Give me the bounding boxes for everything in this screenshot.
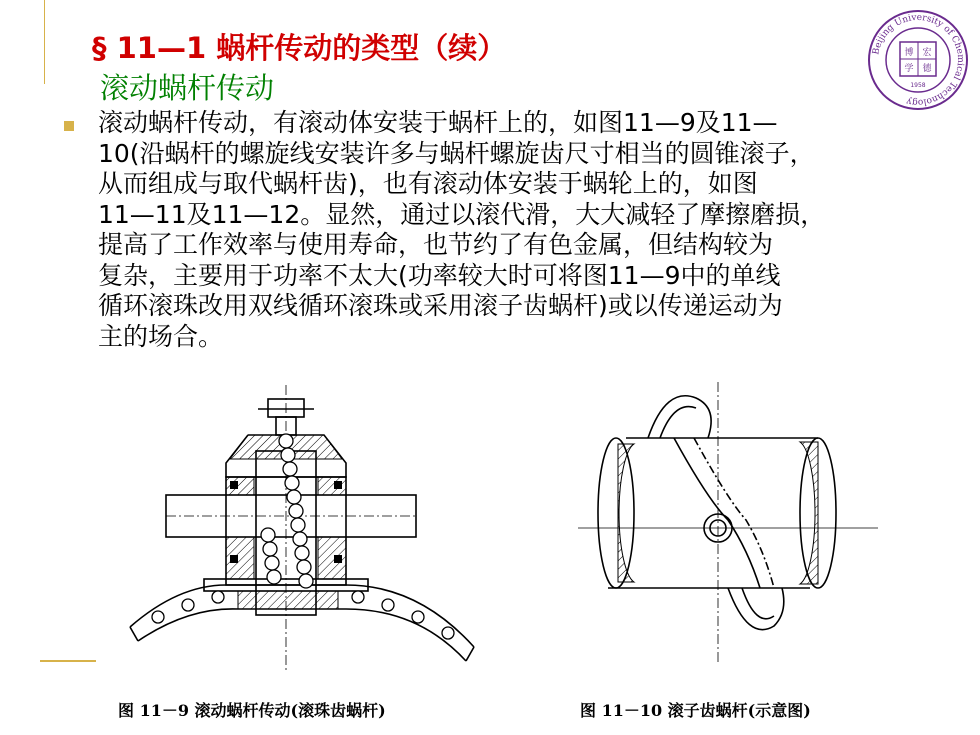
body-line: 滚动蜗杆传动，有滚动体安装于蜗杆上的，如图11—9及11— — [98, 108, 778, 137]
figure-caption-11-10: 图 11－10 滚子齿蜗杆(示意图) — [580, 701, 811, 720]
decor-vertical-line — [44, 0, 45, 84]
body-line: 10(沿蜗杆的螺旋线安装许多与蜗杆螺旋齿尺寸相当的圆锥滚子， — [98, 138, 815, 168]
university-logo — [866, 8, 970, 112]
svg-text:博: 博 — [904, 48, 914, 58]
slide-title: § 11—1 蜗杆传动的类型（续） — [92, 31, 507, 65]
body-line: 循环滚珠改用双线循环滚珠或采用滚子齿蜗杆)或以传递运动为 — [98, 291, 783, 320]
body-line: 11—11及11—12。显然，通过以滚代滑，大大减轻了摩擦磨损， — [98, 199, 826, 229]
body-paragraph — [98, 108, 958, 352]
figure-caption-11-9: 图 11－9 滚动蜗杆传动(滚珠齿蜗杆) — [118, 701, 386, 720]
svg-text:德: 德 — [922, 64, 932, 74]
bullet-square — [64, 121, 74, 131]
slide-subtitle: 滚动蜗杆传动 — [100, 71, 275, 105]
body-line: 复杂，主要用于功率不太大(功率较大时可将图11—9中的单线 — [98, 260, 781, 290]
body-line: 从而组成与取代蜗杆齿)，也有滚动体安装于蜗轮上的，如图 — [98, 169, 758, 198]
body-line: 主的场合。 — [98, 321, 224, 351]
svg-text:宏: 宏 — [922, 48, 932, 58]
svg-text:1958: 1958 — [910, 82, 926, 89]
figure-roller-tooth-worm — [578, 380, 878, 665]
decor-bottom-line — [40, 660, 96, 662]
svg-text:学: 学 — [904, 64, 914, 74]
svg-text:Beijing University of Chemical: Beijing University of Chemical Technology — [871, 12, 966, 108]
figure-ball-worm-drive — [118, 385, 498, 670]
body-line: 提高了工作效率与使用寿命，也节约了有色金属，但结构较为 — [98, 230, 774, 259]
